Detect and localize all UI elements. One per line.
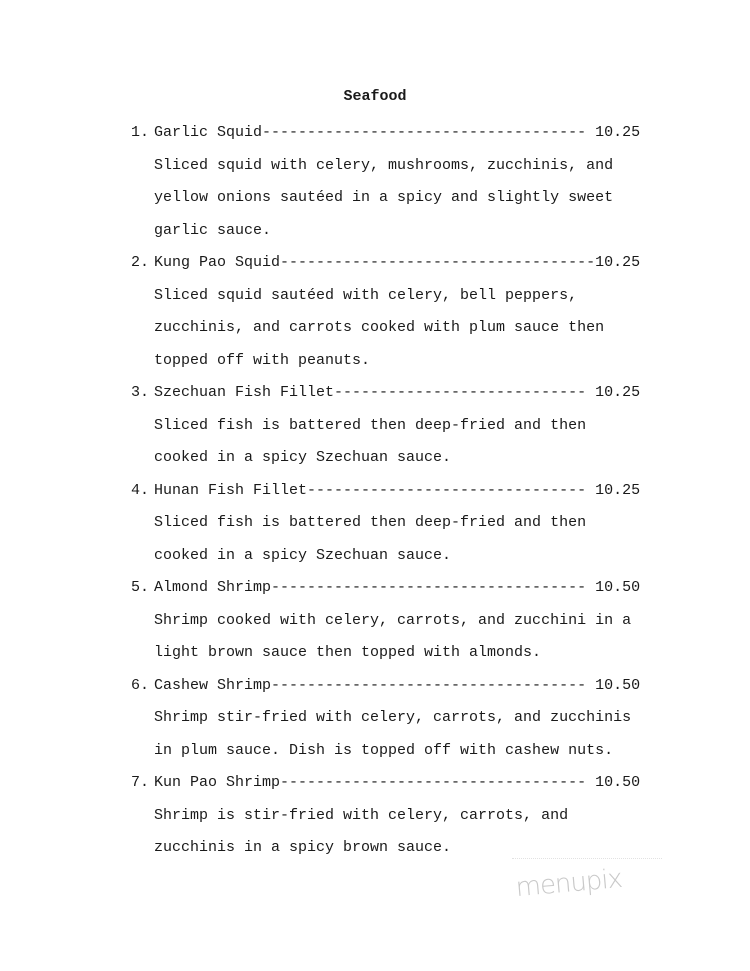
item-description-line: Shrimp stir-fried with celery, carrots, and zucchinis bbox=[154, 709, 632, 726]
item-description-line: Sliced fish is battered then deep-fried and then bbox=[154, 416, 587, 434]
item-name-price: Hunan Fish Fillet------------------------------- 10.25 bbox=[154, 481, 641, 499]
item-description-line: in plum sauce. Dish is topped off with cashew nuts. bbox=[154, 741, 614, 759]
item-number: 6. bbox=[131, 676, 150, 694]
item-name-price: Kun Pao Shrimp---------------------------------- 10.50 bbox=[154, 774, 641, 791]
item-description-line: Sliced fish is battered then deep-fried and then bbox=[154, 514, 587, 531]
item-description-line: garlic sauce. bbox=[154, 221, 272, 239]
menu-item bbox=[131, 377, 691, 475]
item-description-line: light brown sauce then topped with almonds. bbox=[154, 644, 542, 661]
item-name-price: Almond Shrimp----------------------------------- 10.50 bbox=[154, 579, 641, 596]
item-description-line: Shrimp cooked with celery, carrots, and zucchini in a bbox=[154, 611, 632, 629]
item-number: 2. bbox=[131, 254, 150, 271]
item-description-line: zucchinis, and carrots cooked with plum sauce then bbox=[154, 319, 605, 336]
item-description-line: Sliced squid with celery, mushrooms, zucchinis, and bbox=[154, 156, 614, 174]
item-name-price: Cashew Shrimp----------------------------------- 10.50 bbox=[154, 676, 641, 694]
item-name-price: Kung Pao Squid-----------------------------------10.25 bbox=[154, 254, 641, 271]
menu-item bbox=[131, 670, 691, 768]
item-name-price: Szechuan Fish Fillet---------------------------- 10.25 bbox=[154, 384, 641, 401]
item-description-line: Shrimp is stir-fried with celery, carrots, and bbox=[154, 806, 569, 824]
menu-item bbox=[131, 572, 691, 670]
item-number: 1. bbox=[131, 124, 150, 141]
menu-item bbox=[131, 247, 691, 377]
menupix-watermark: menupix bbox=[514, 863, 624, 904]
menu-list bbox=[131, 117, 691, 865]
item-description-line: cooked in a spicy Szechuan sauce. bbox=[154, 449, 452, 466]
item-description-line: topped off with peanuts. bbox=[154, 351, 371, 369]
menu-item bbox=[131, 767, 691, 865]
menu-item bbox=[131, 117, 691, 247]
item-number: 5. bbox=[131, 579, 150, 596]
item-number: 7. bbox=[131, 774, 150, 791]
watermark-divider bbox=[512, 858, 662, 859]
menu-item bbox=[131, 475, 691, 573]
section-title: Seafood bbox=[343, 88, 407, 105]
item-name-price: Garlic Squid------------------------------------ 10.25 bbox=[154, 124, 641, 141]
item-description-line: yellow onions sautéed in a spicy and slightly sweet bbox=[154, 189, 614, 206]
item-number: 3. bbox=[131, 384, 150, 401]
item-number: 4. bbox=[131, 481, 150, 499]
item-description-line: Sliced squid sautéed with celery, bell peppers, bbox=[154, 286, 578, 304]
item-description-line: zucchinis in a spicy brown sauce. bbox=[154, 839, 452, 856]
item-description-line: cooked in a spicy Szechuan sauce. bbox=[154, 546, 452, 564]
